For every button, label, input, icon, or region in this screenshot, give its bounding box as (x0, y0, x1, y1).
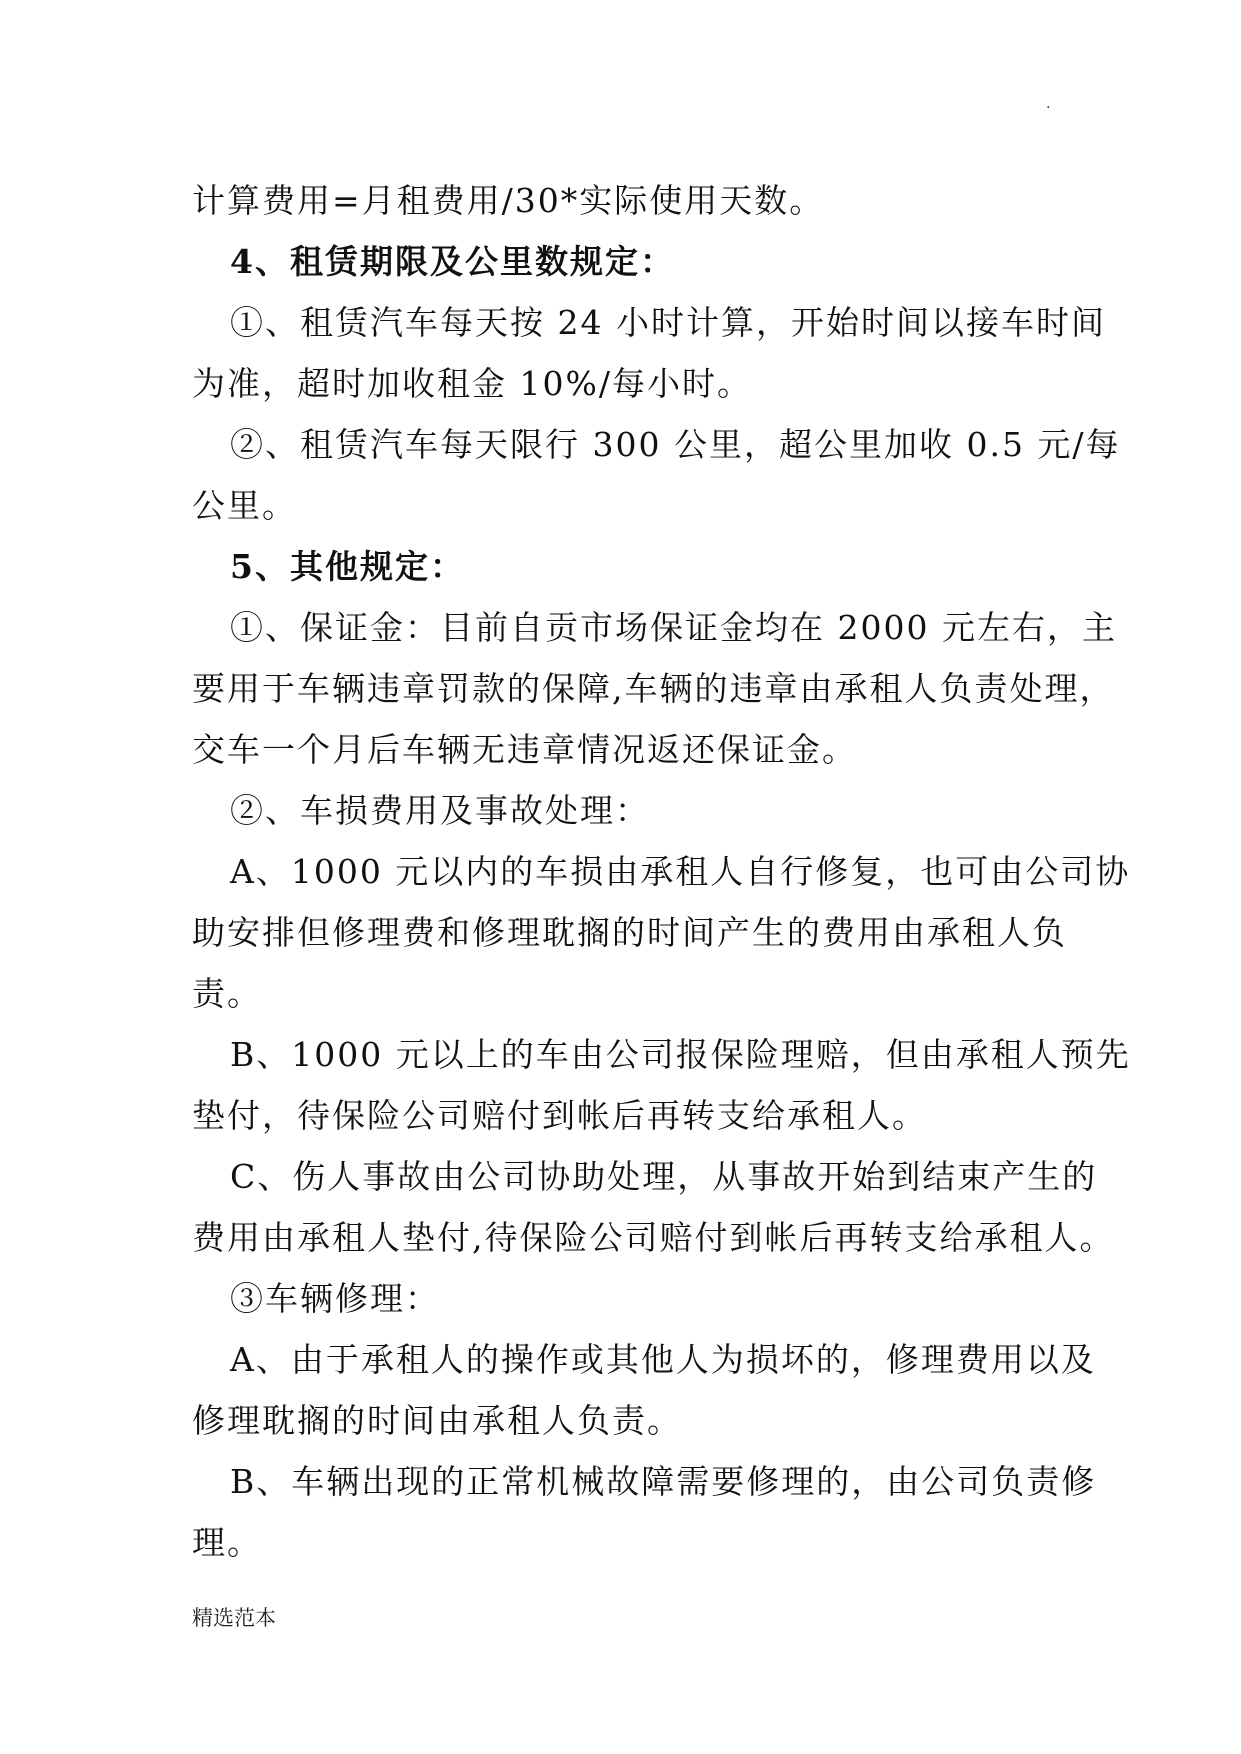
text-line: 垫付，待保险公司赔付到帐后再转支给承租人。 (192, 1096, 927, 1135)
text-line: B、车辆出现的正常机械故障需要修理的，由公司负责修 (230, 1462, 1097, 1501)
page-footer: 精选范本 (192, 1606, 276, 1630)
corner-mark: . (1046, 96, 1051, 112)
text-line: ②、车损费用及事故处理： (230, 791, 650, 830)
text-line: 修理耽搁的时间由承租人负责。 (192, 1401, 682, 1440)
body-text (192, 170, 1131, 1573)
text-line: 费用由承租人垫付,待保险公司赔付到帐后再转支给承租人。 (192, 1218, 1115, 1257)
text-line: 为准，超时加收租金 10%/每小时。 (192, 364, 752, 403)
text-line: 助安排但修理费和修理耽搁的时间产生的费用由承租人负 (192, 913, 1067, 952)
text-line: ③车辆修理： (230, 1279, 440, 1318)
text-line: B、1000 元以上的车由公司报保险理赔，但由承租人预先 (230, 1035, 1131, 1074)
text-line: 计算费用=月租费用/30*实际使用天数。 (192, 181, 825, 220)
text-line: ①、租赁汽车每天按 24 小时计算，开始时间以接车时间 (230, 303, 1106, 342)
text-line: 要用于车辆违章罚款的保障,车辆的违章由承租人负责处理， (192, 669, 1115, 708)
section-heading-4: 4、租赁期限及公里数规定： (230, 242, 675, 281)
section-heading-5: 5、其他规定： (230, 547, 465, 586)
text-line: C、伤人事故由公司协助处理，从事故开始到结束产生的 (230, 1157, 1098, 1196)
text-line: A、1000 元以内的车损由承租人自行修复，也可由公司协 (230, 852, 1131, 891)
text-line: A、由于承租人的操作或其他人为损坏的，修理费用以及 (230, 1340, 1096, 1379)
text-line: 理。 (192, 1523, 262, 1562)
text-line: 责。 (192, 974, 262, 1013)
text-line: ①、保证金：目前自贡市场保证金均在 2000 元左右，主 (230, 608, 1117, 647)
text-line: ②、租赁汽车每天限行 300 公里，超公里加收 0.5 元/每 (230, 425, 1121, 464)
text-line: 交车一个月后车辆无违章情况返还保证金。 (192, 730, 857, 769)
text-line: 公里。 (192, 486, 297, 525)
